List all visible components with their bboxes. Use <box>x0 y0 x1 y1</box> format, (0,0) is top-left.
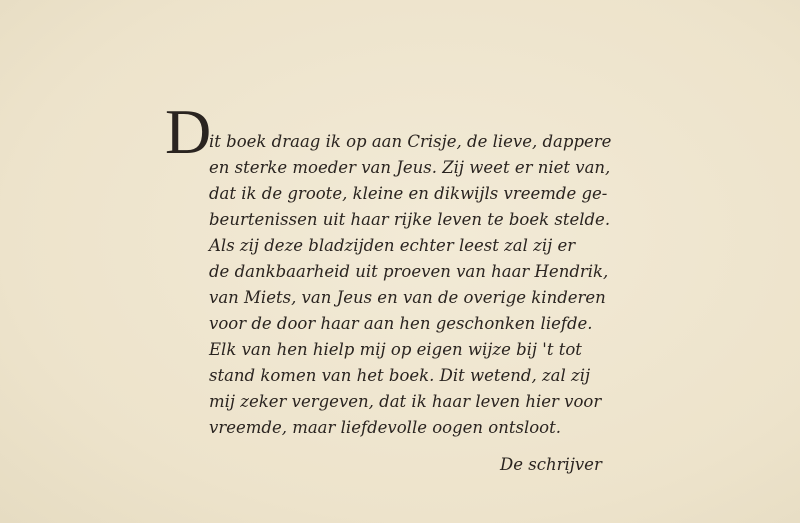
dedication-line-11: mij zeker vergeven, dat ik haar leven hier voor <box>209 392 602 411</box>
dedication-line-9: Elk van hen hielp mij op eigen wijze bij 't tot <box>209 340 582 359</box>
dedication-line-12: vreemde, maar liefdevolle oogen ontsloot. <box>209 418 561 437</box>
drop-cap-letter: D <box>165 96 210 167</box>
dedication-line-4: beurtenissen uit haar rijke leven te boek stelde. <box>209 210 611 229</box>
dedication-line-5: Als zij deze bladzijden echter leest zal zij er <box>209 236 576 255</box>
dedication-line-7: van Miets, van Jeus en van de overige kinderen <box>209 288 606 307</box>
dedication-line-6: de dankbaarheid uit proeven van haar Hendrik, <box>209 262 609 281</box>
dedication-line-8: voor de door haar aan hen geschonken liefde. <box>209 314 593 333</box>
dedication-line-2: en sterke moeder van Jeus. Zij weet er niet van, <box>209 158 611 177</box>
dedication-line-10: stand komen van het boek. Dit wetend, zal zij <box>209 366 591 385</box>
dedication-line-3: dat ik de groote, kleine en dikwijls vreemde ge- <box>209 184 608 203</box>
author-signature: De schrijver <box>500 455 602 474</box>
dedication-line-1: it boek draag ik op aan Crisje, de lieve, dappere <box>209 132 612 151</box>
